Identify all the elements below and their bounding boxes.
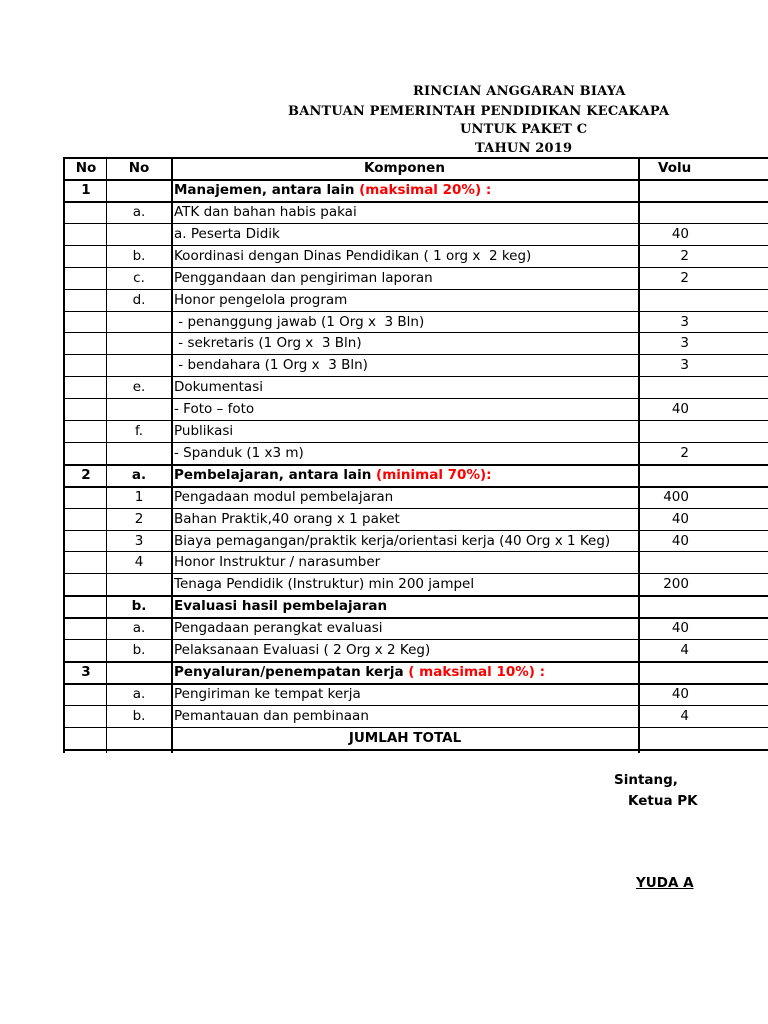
row-komponen <box>174 311 636 333</box>
row-volume: 40 <box>671 510 689 527</box>
row-komponen <box>174 267 636 289</box>
komponen-text: - Spanduk (1 x3 m) <box>174 444 304 461</box>
komponen-text: Publikasi <box>174 423 234 439</box>
row-sub-number: a. <box>131 466 147 483</box>
row-volume <box>639 661 689 683</box>
row-sub-number <box>107 354 171 376</box>
row-sub-number: 2 <box>134 510 144 527</box>
row-number <box>66 551 106 573</box>
row-number <box>66 595 106 617</box>
row-number <box>66 376 106 398</box>
komponen-limit-note: ( maksimal 10%) : <box>408 663 546 680</box>
row-volume <box>639 201 689 223</box>
row-volume: 40 <box>671 685 689 702</box>
row-number <box>66 354 106 376</box>
row-volume: 40 <box>671 225 689 242</box>
komponen-text: Honor Instruktur / narasumber <box>174 554 381 571</box>
row-komponen <box>174 420 636 442</box>
row-sub-number: a. <box>132 685 146 702</box>
table-border-left <box>63 157 65 753</box>
row-volume <box>639 464 689 486</box>
row-sub-number: e. <box>132 379 146 396</box>
row-volume <box>639 420 689 442</box>
row-sub-number: c. <box>133 269 145 286</box>
row-volume: 400 <box>663 488 689 505</box>
row-komponen <box>174 376 636 398</box>
row-sub-number <box>107 311 171 333</box>
row-sub-number: 3 <box>134 532 144 549</box>
row-volume: 40 <box>671 532 689 549</box>
row-komponen <box>174 617 636 639</box>
row-volume <box>639 376 689 398</box>
column-header-no: No <box>75 160 97 176</box>
row-sub-number: a. <box>132 620 146 637</box>
row-number <box>66 311 106 333</box>
row-volume: 4 <box>680 707 689 724</box>
komponen-text: Koordinasi dengan Dinas Pendidikan ( 1 org x 2 keg) <box>174 247 532 264</box>
row-komponen <box>174 245 636 267</box>
row-sub-number <box>107 573 171 595</box>
row-number <box>66 573 106 595</box>
doc-title-line-3: UNTUK PAKET C <box>460 122 588 137</box>
row-number: 3 <box>81 663 91 680</box>
row-number <box>66 705 106 727</box>
komponen-text: - bendahara (1 Org x 3 Bln) <box>174 357 368 374</box>
komponen-text: Pembelajaran, antara lain <box>174 466 377 483</box>
row-volume: 2 <box>680 247 689 264</box>
row-sub-number: b. <box>132 707 146 724</box>
row-sub-number <box>107 179 171 201</box>
row-number <box>66 442 106 464</box>
row-volume <box>639 289 689 311</box>
komponen-text: Biaya pemagangan/praktik kerja/orientasi kerja (40 Org x 1 Keg) <box>174 532 611 549</box>
row-number <box>66 486 106 508</box>
komponen-text: Penyaluran/penempatan kerja <box>174 663 409 680</box>
row-volume <box>639 595 689 617</box>
row-komponen <box>174 201 636 223</box>
signature-place-date: Sintang, <box>614 772 678 788</box>
row-number <box>66 332 106 354</box>
row-number <box>66 398 106 420</box>
row-komponen <box>174 486 636 508</box>
row-volume: 4 <box>680 642 689 658</box>
row-komponen <box>174 398 636 420</box>
row-sub-number: a. <box>132 204 146 220</box>
row-volume: 3 <box>680 357 689 374</box>
row-sub-number: f. <box>134 423 144 439</box>
komponen-text: - sekretaris (1 Org x 3 Bln) <box>174 335 362 352</box>
row-sub-number: b. <box>131 598 147 615</box>
column-header-komponen: Komponen <box>364 160 445 176</box>
row-komponen <box>174 442 636 464</box>
row-sub-number: b. <box>132 247 146 264</box>
komponen-text: Pengiriman ke tempat kerja <box>174 685 361 702</box>
row-sub-number <box>107 442 171 464</box>
row-volume: 2 <box>680 269 689 286</box>
komponen-text: Pengadaan modul pembelajaran <box>174 488 394 505</box>
row-number <box>66 420 106 442</box>
row-sub-number: 4 <box>134 554 144 571</box>
row-number <box>66 245 106 267</box>
komponen-text: Honor pengelola program <box>174 291 348 308</box>
komponen-text: Evaluasi hasil pembelajaran <box>174 598 388 615</box>
row-komponen <box>174 530 636 552</box>
row-komponen <box>174 595 636 617</box>
row-number <box>66 223 106 245</box>
row-number: 1 <box>81 182 91 199</box>
row-komponen <box>174 332 636 354</box>
row-sub-number <box>107 398 171 420</box>
komponen-text: - penanggung jawab (1 Org x 3 Bln) <box>174 313 425 330</box>
row-komponen <box>174 573 636 595</box>
row-number <box>66 617 106 639</box>
komponen-text: Pengadaan perangkat evaluasi <box>174 620 383 637</box>
row-number <box>66 201 106 223</box>
row-sub-number: b. <box>132 642 146 658</box>
komponen-text: Dokumentasi <box>174 379 263 396</box>
table-row-border <box>64 157 768 159</box>
row-sub-number: d. <box>132 291 146 308</box>
row-komponen <box>174 661 636 683</box>
komponen-text: Bahan Praktik,40 orang x 1 paket <box>174 510 400 527</box>
row-komponen <box>174 639 636 661</box>
column-header-sub-no: No <box>128 160 150 176</box>
komponen-text: ATK dan bahan habis pakai <box>174 204 357 220</box>
row-komponen <box>174 289 636 311</box>
row-number <box>66 683 106 705</box>
doc-title-line-4: TAHUN 2019 <box>475 141 573 156</box>
komponen-text: Manajemen, antara lain <box>174 182 360 199</box>
komponen-text: Tenaga Pendidik (Instruktur) min 200 jampel <box>174 576 475 593</box>
komponen-limit-note: (maksimal 20%) : <box>359 182 492 199</box>
doc-title-line-1: RINCIAN ANGGARAN BIAYA <box>413 84 626 99</box>
row-sub-number <box>107 332 171 354</box>
row-komponen <box>174 683 636 705</box>
row-komponen <box>174 508 636 530</box>
row-volume: 40 <box>671 620 689 637</box>
row-sub-number <box>107 661 171 683</box>
column-header-volume: Volu <box>658 160 692 176</box>
row-number <box>66 267 106 289</box>
row-komponen <box>174 179 636 201</box>
row-volume: 3 <box>680 335 689 352</box>
row-komponen <box>174 551 636 573</box>
table-row-border <box>64 749 768 751</box>
table-col-divider <box>171 157 173 753</box>
komponen-text: - Foto – foto <box>174 401 255 418</box>
row-komponen <box>174 354 636 376</box>
row-number <box>66 639 106 661</box>
row-volume: 2 <box>680 444 689 461</box>
total-label: JUMLAH TOTAL <box>348 729 462 746</box>
row-volume <box>639 551 689 573</box>
row-number <box>66 530 106 552</box>
row-number <box>66 508 106 530</box>
row-volume: 40 <box>671 401 689 418</box>
komponen-limit-note: (minimal 70%): <box>376 466 492 483</box>
row-volume <box>639 179 689 201</box>
signature-name: YUDA A <box>636 875 694 891</box>
signature-role: Ketua PK <box>628 793 698 809</box>
row-volume: 200 <box>663 576 689 593</box>
komponen-text: a. Peserta Didik <box>174 225 280 242</box>
row-komponen <box>174 464 636 486</box>
row-sub-number: 1 <box>134 488 144 505</box>
row-sub-number <box>107 223 171 245</box>
komponen-text: Pemantauan dan pembinaan <box>174 707 369 724</box>
row-komponen <box>174 705 636 727</box>
row-number <box>66 289 106 311</box>
komponen-text: Penggandaan dan pengiriman laporan <box>174 269 433 286</box>
doc-title-line-2: BANTUAN PEMERINTAH PENDIDIKAN KECAKAPA <box>288 104 670 119</box>
row-number: 2 <box>81 466 91 483</box>
row-komponen <box>174 223 636 245</box>
row-volume: 3 <box>680 313 689 330</box>
komponen-text: Pelaksanaan Evaluasi ( 2 Org x 2 Keg) <box>174 642 431 658</box>
